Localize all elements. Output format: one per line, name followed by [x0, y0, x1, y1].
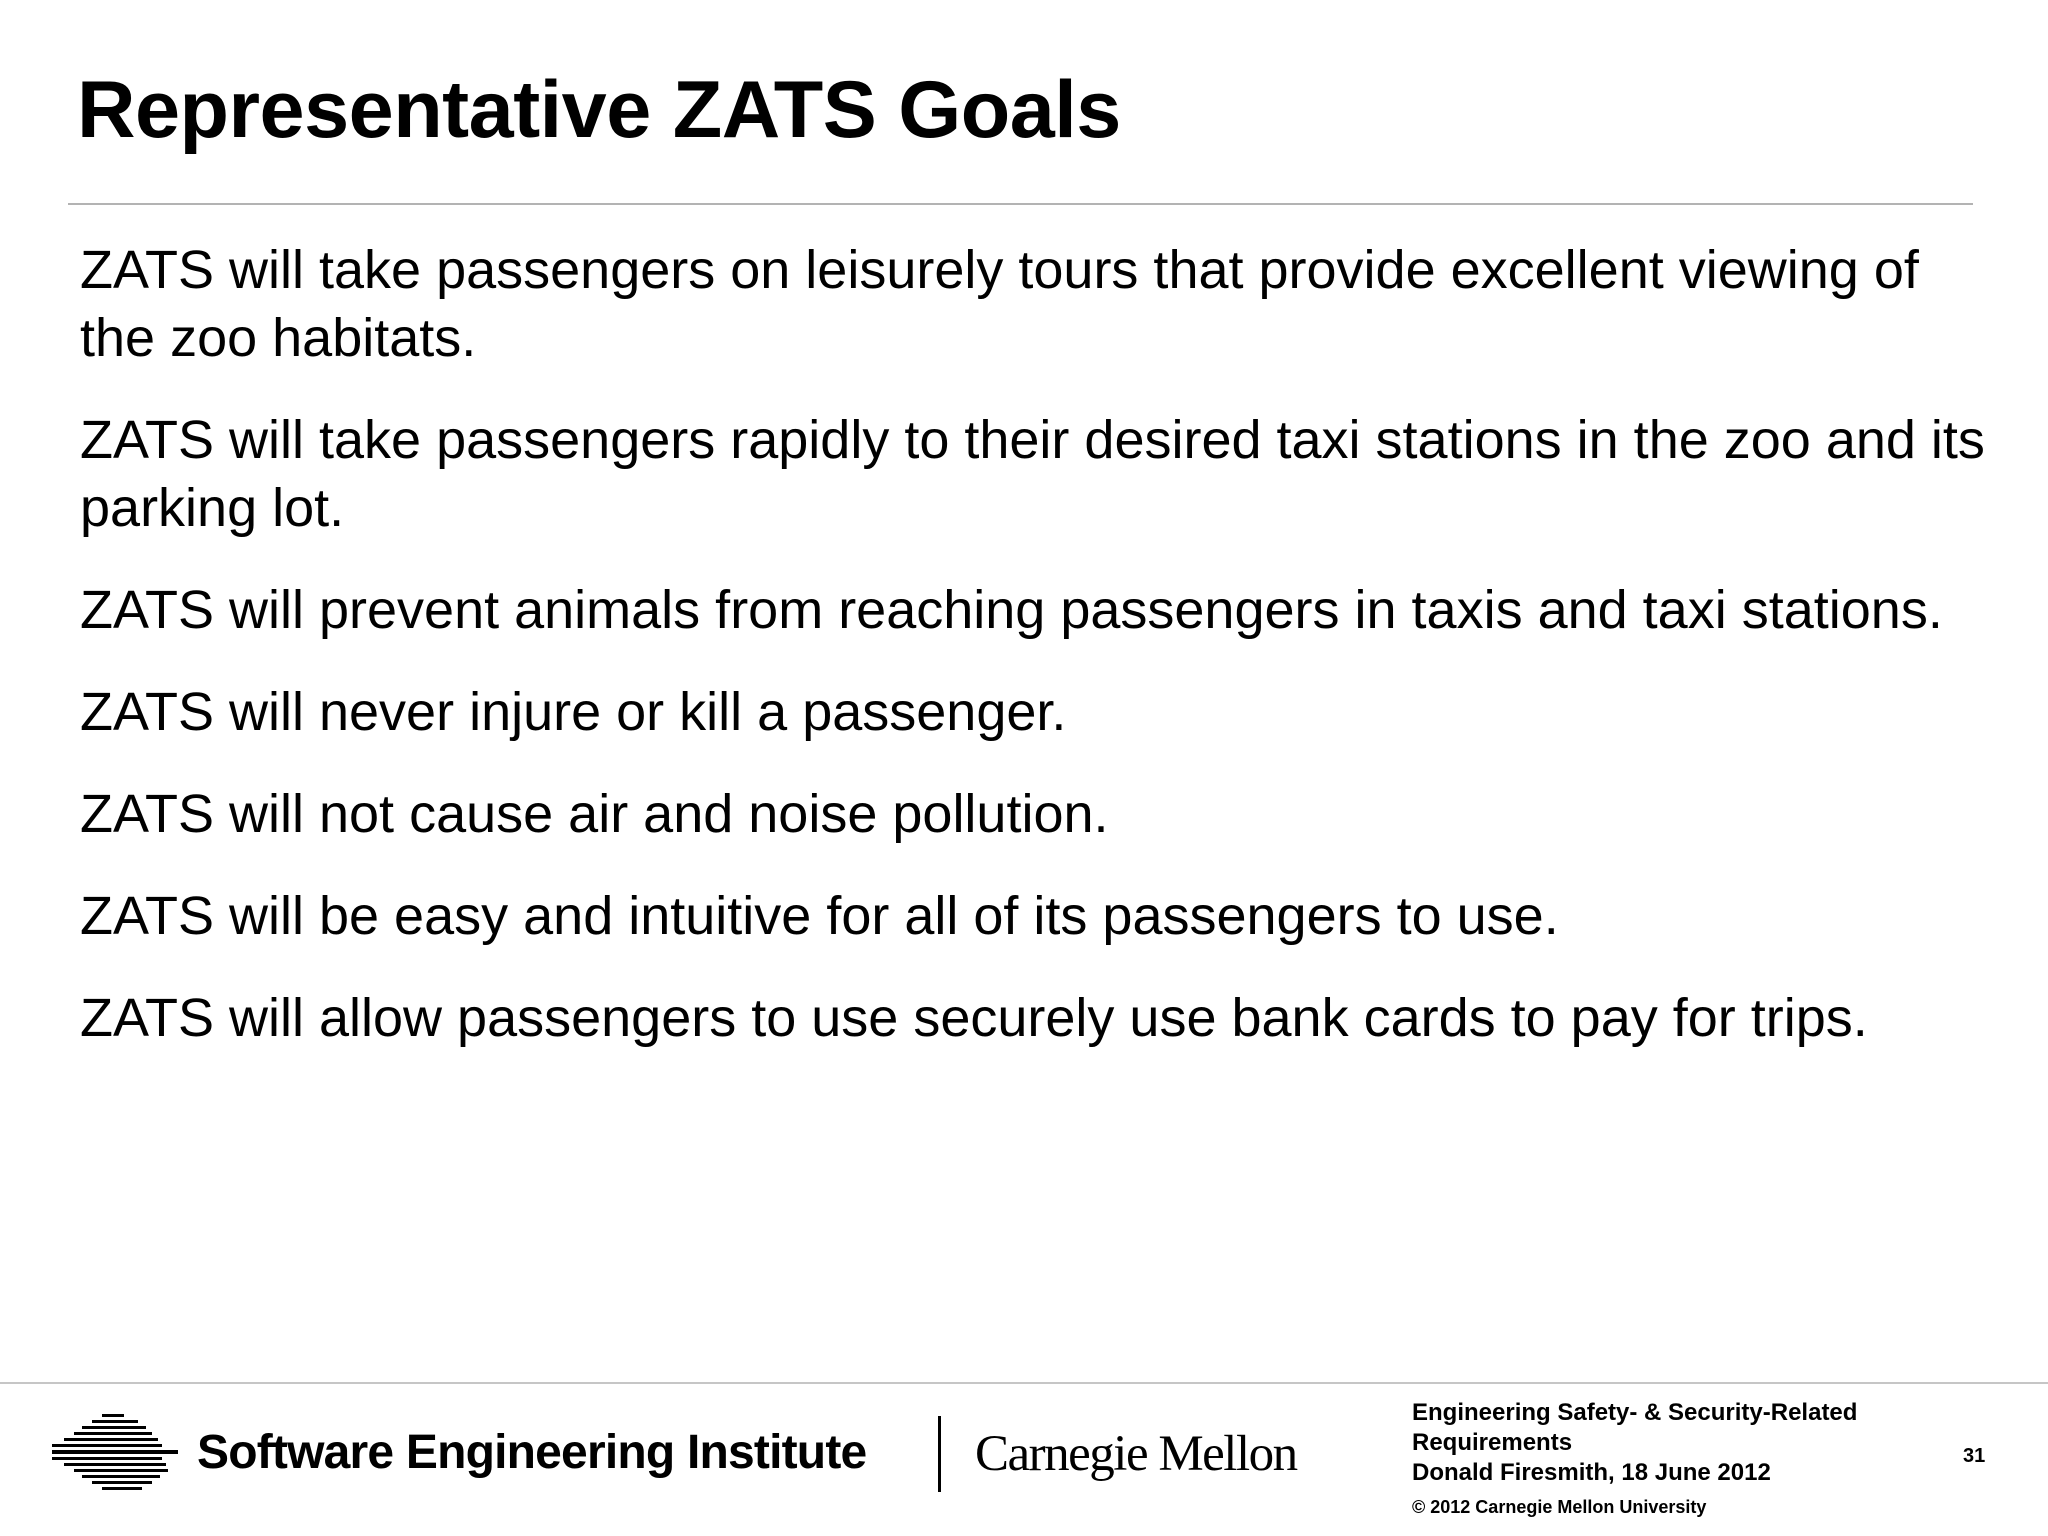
goal-item: ZATS will never injure or kill a passenger. — [80, 682, 1067, 742]
institute-name: Software Engineering Institute — [197, 1426, 867, 1479]
footer-divider — [0, 1382, 2048, 1384]
sei-striped-logo-icon — [52, 1414, 178, 1492]
goal-item: ZATS will not cause air and noise pollution. — [80, 784, 1109, 844]
presentation-info — [1412, 1398, 1932, 1488]
presentation-title-line: Requirements — [1412, 1429, 1573, 1456]
goal-item: ZATS will be easy and intuitive for all of its passengers to use. — [80, 886, 1559, 946]
logo-divider — [938, 1416, 941, 1492]
author-date: Donald Firesmith, 18 June 2012 — [1412, 1459, 1771, 1486]
university-name: Carnegie Mellon — [975, 1426, 1297, 1482]
goal-item: ZATS will take passengers rapidly to their desired taxi stations in the zoo and its parking lot. — [80, 410, 1985, 538]
goal-item: ZATS will allow passengers to use securely use bank cards to pay for trips. — [80, 988, 1868, 1048]
goal-item: ZATS will take passengers on leisurely tours that provide excellent viewing of the zoo habitats. — [80, 240, 1919, 368]
goal-item: ZATS will prevent animals from reaching passengers in taxis and taxi stations. — [80, 580, 1943, 640]
copyright-notice: © 2012 Carnegie Mellon University — [1412, 1497, 1707, 1517]
presentation-title-line: Engineering Safety- & Security-Related — [1412, 1399, 1858, 1426]
goals-list — [80, 236, 1990, 1086]
slide-title: Representative ZATS Goals — [77, 65, 1121, 155]
page-number: 31 — [1963, 1445, 1986, 1467]
title-divider — [68, 203, 1973, 205]
